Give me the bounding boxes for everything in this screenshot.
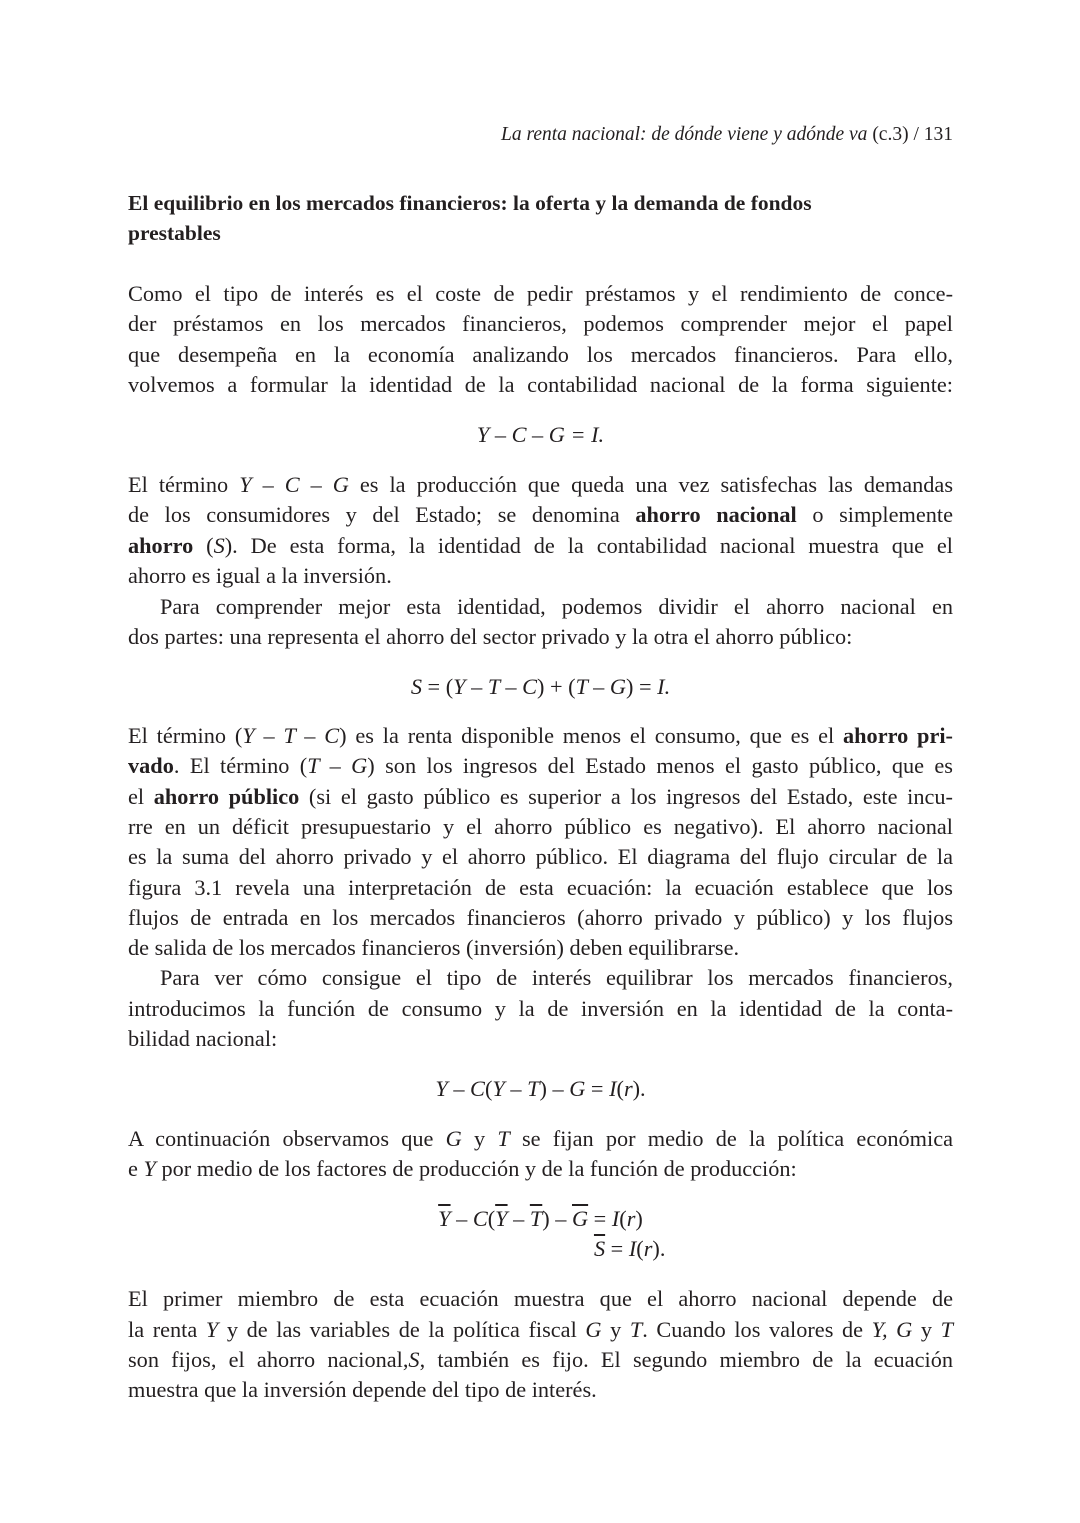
text-run: Para ver cómo consigue el tipo de interés equilibrar los mercados financieros,	[160, 965, 953, 990]
text-run: T – G	[575, 674, 626, 699]
text-line	[128, 279, 953, 309]
text-run: Y – T	[492, 1076, 540, 1101]
text-run: muestra que la inversión depende del tipo de interés.	[128, 1377, 597, 1402]
text-line	[128, 1154, 953, 1184]
text-run: por medio de los factores de producción y de la función de producción:	[155, 1156, 797, 1181]
text-run: (	[619, 1206, 627, 1231]
text-run: $\overline{T}$	[529, 1206, 543, 1231]
text-line	[128, 751, 953, 781]
text-line	[128, 842, 953, 872]
text-run: r	[626, 1206, 636, 1231]
text-run: ) son los ingresos del Estado menos el gasto público, que es	[367, 753, 953, 778]
text-run: (	[487, 1206, 496, 1231]
equation	[128, 1074, 953, 1104]
text-run: flujos de entrada en los mercados financieros (ahorro privado y público) y los flujos	[128, 905, 953, 930]
section-heading	[128, 188, 953, 218]
text-run: G	[585, 1317, 602, 1342]
text-run: de los consumidores y del Estado; se denomina	[128, 502, 636, 527]
text-run: ahorro nacional	[635, 502, 797, 527]
text-run: rre en un déficit presupuestario y el ahorro público es negativo). El ahorro nacional	[128, 814, 953, 839]
text-line	[128, 1024, 953, 1054]
text-run: $\overline{Y}$	[438, 1206, 451, 1231]
text-run: )	[635, 1206, 643, 1231]
text-run: (	[484, 1076, 493, 1101]
text-line	[128, 873, 953, 903]
text-run: vado	[128, 753, 174, 778]
text-run: T	[940, 1317, 953, 1342]
text-run: y	[601, 1317, 630, 1342]
text-run: =	[585, 1076, 610, 1101]
text-run: I	[628, 1236, 637, 1261]
text-run: prestables	[128, 221, 221, 245]
text-run: Para comprender mejor esta identidad, podemos dividir el ahorro nacional en	[160, 594, 953, 619]
text-run: es la producción que queda una vez satisfechas las demandas	[348, 472, 953, 497]
text-run: =	[605, 1236, 629, 1261]
text-line	[128, 309, 953, 339]
text-run: ahorro público	[153, 784, 300, 809]
text-line	[128, 721, 953, 751]
text-run: ahorro es igual a la inversión.	[128, 563, 392, 588]
text-run: $\overline{G}$	[572, 1206, 589, 1231]
text-line	[128, 531, 953, 561]
text-line	[160, 963, 953, 993]
text-run: Y – C – G = I.	[476, 422, 605, 447]
text-run: e	[128, 1156, 144, 1181]
text-line	[128, 1284, 953, 1314]
text-run: T	[497, 1126, 510, 1151]
text-run: ). De esta forma, la identidad de la contabilidad nacional muestra que el	[224, 533, 953, 558]
text-line	[128, 782, 953, 812]
text-run: Y	[205, 1317, 219, 1342]
text-run: ahorro	[128, 533, 194, 558]
text-run	[416, 1236, 594, 1261]
text-run: se fijan por medio de la política económica	[509, 1126, 953, 1151]
text-line	[128, 1315, 953, 1345]
text-run: I	[609, 1076, 617, 1101]
text-run: introducimos la función de consumo y la de inversión en la identidad de la conta-	[128, 996, 953, 1021]
text-run: Y	[143, 1156, 156, 1181]
text-run: T	[629, 1317, 643, 1342]
text-run: I.	[657, 674, 671, 699]
equation	[128, 1234, 953, 1264]
text-run: y de las variables de la política fiscal	[218, 1317, 586, 1342]
text-line	[128, 370, 953, 400]
text-run: (	[616, 1076, 624, 1101]
header-page-number: (c.3) / 131	[867, 124, 953, 145]
text-run: y	[912, 1317, 941, 1342]
text-line	[128, 561, 953, 591]
text-run: o simplemente	[796, 502, 954, 527]
text-line	[128, 933, 953, 963]
text-run: Y – T – C	[453, 674, 538, 699]
text-run: (si el gasto público es superior a los ingresos del Estado, este incu-	[299, 784, 953, 809]
text-run: ) –	[539, 1076, 570, 1101]
text-run: ahorro pri-	[843, 723, 953, 748]
text-run: volvemos a formular la identidad de la contabilidad nacional de la forma siguiente:	[128, 372, 953, 397]
text-line	[128, 994, 953, 1024]
text-run: G	[569, 1076, 586, 1101]
text-run: Y, G	[871, 1317, 913, 1342]
running-header	[501, 124, 953, 146]
text-line	[128, 340, 953, 370]
text-run: Y – C – G	[239, 472, 349, 497]
text-run: T – G	[307, 753, 368, 778]
text-run: = (	[421, 674, 454, 699]
text-run: bilidad nacional:	[128, 1026, 278, 1051]
text-run: El equilibrio en los mercados financieros: la oferta y la demanda de fondos	[128, 191, 812, 215]
text-run: –	[450, 1206, 473, 1231]
equation	[128, 1204, 953, 1234]
text-run: El término (	[128, 723, 243, 748]
text-run: . El término (	[173, 753, 308, 778]
text-run: –	[507, 1206, 530, 1231]
text-line	[128, 500, 953, 530]
text-run: r	[643, 1236, 653, 1261]
text-line	[128, 903, 953, 933]
text-run: dos partes: una representa el ahorro del sector privado y la otra el ahorro público:	[128, 624, 853, 649]
text-run: Y – T – C	[242, 723, 340, 748]
text-run: (	[193, 533, 214, 558]
text-run: El término	[128, 472, 240, 497]
text-run: $\overline{Y}$	[495, 1206, 508, 1231]
text-run: que desempeña en la economía analizando los mercados financieros. Para ello,	[128, 342, 953, 367]
text-run: $\overline{S}$	[593, 1236, 606, 1261]
section-heading	[128, 218, 953, 248]
text-run: ) + (	[537, 674, 576, 699]
text-line	[128, 812, 953, 842]
text-run: ) es la renta disponible menos el consumo, que es el	[339, 723, 843, 748]
header-title: La renta nacional: de dónde viene y adónde va	[501, 124, 868, 145]
text-run: (	[636, 1236, 644, 1261]
text-run: ).	[632, 1076, 646, 1101]
text-run: y	[461, 1126, 498, 1151]
text-run: G	[445, 1126, 462, 1151]
text-line	[128, 1375, 953, 1405]
text-run: el	[128, 784, 154, 809]
text-run: A continuación observamos que	[128, 1126, 446, 1151]
text-run: , también es fijo. El segundo miembro de la ecuación	[419, 1347, 953, 1372]
text-run: =	[588, 1206, 612, 1231]
text-run: S	[408, 1347, 420, 1372]
text-line	[128, 1124, 953, 1154]
text-run: ) =	[626, 674, 658, 699]
text-run: es la suma del ahorro privado y el ahorro público. El diagrama del flujo circular de la	[128, 844, 953, 869]
text-run: S	[410, 674, 422, 699]
text-run: El primer miembro de esta ecuación muestra que el ahorro nacional depende de	[128, 1286, 953, 1311]
text-run: S	[213, 533, 225, 558]
text-run: figura 3.1 revela una interpretación de esta ecuación: la ecuación establece que los	[128, 875, 953, 900]
text-run: son fijos, el ahorro nacional,	[128, 1347, 409, 1372]
text-run: der préstamos en los mercados financieros, podemos comprender mejor el papel	[128, 311, 953, 336]
equation	[128, 672, 953, 702]
text-line	[128, 622, 953, 652]
text-line	[128, 1345, 953, 1375]
text-line	[128, 470, 953, 500]
text-run: ).	[652, 1236, 666, 1261]
text-run: r	[623, 1076, 633, 1101]
text-run: C	[472, 1206, 488, 1231]
text-run: I	[611, 1206, 620, 1231]
text-run: . Cuando los valores de	[642, 1317, 872, 1342]
text-run: Y – C	[435, 1076, 485, 1101]
equation	[128, 420, 953, 450]
text-run: ) –	[542, 1206, 572, 1231]
text-run: la renta	[128, 1317, 206, 1342]
text-line	[160, 592, 953, 622]
text-run: Como el tipo de interés es el coste de pedir préstamos y el rendimiento de conce-	[128, 281, 953, 306]
text-run: de salida de los mercados financieros (inversión) deben equilibrarse.	[128, 935, 740, 960]
